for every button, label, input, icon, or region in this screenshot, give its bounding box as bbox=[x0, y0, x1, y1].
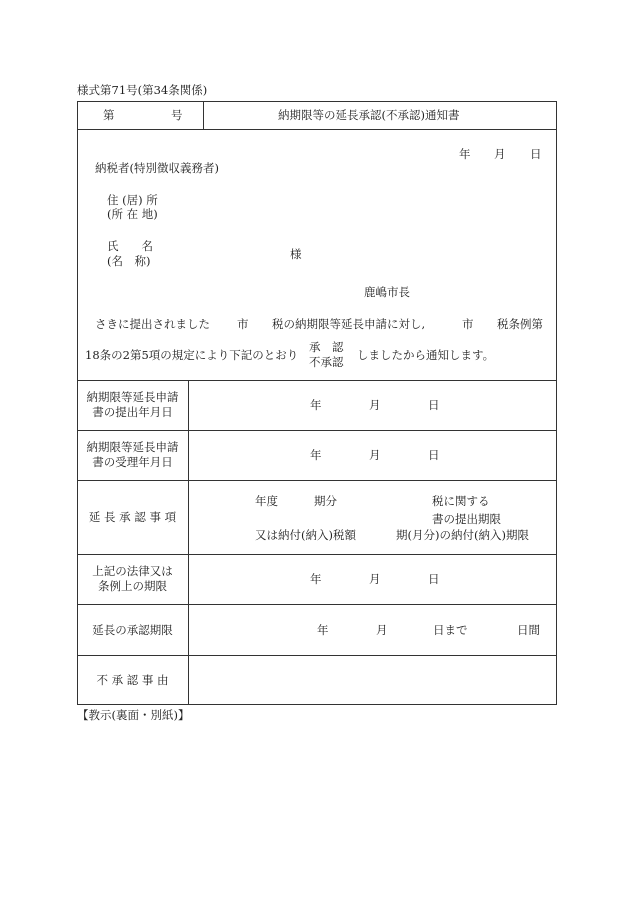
row-label: 納期限等延長申請 bbox=[86, 390, 179, 404]
instruction-note: 【教示(裏面・別紙)】 bbox=[77, 708, 190, 722]
divider bbox=[77, 129, 557, 130]
year-unit: 年 bbox=[310, 398, 322, 412]
number-prefix: 第 bbox=[103, 108, 115, 122]
approve-option: 承 認 bbox=[309, 340, 344, 354]
name-label-sub: (名 称) bbox=[107, 254, 151, 268]
issuer: 鹿嶋市長 bbox=[364, 285, 410, 299]
body-text: 税条例第 bbox=[497, 317, 543, 331]
row-label: 納期限等延長申請 bbox=[86, 440, 179, 454]
number-suffix: 号 bbox=[171, 108, 183, 122]
form-number-label: 様式第71号(第34条関係) bbox=[77, 83, 208, 97]
taxpayer-label: 納税者(特別徴収義務者) bbox=[95, 161, 219, 175]
year-unit: 年 bbox=[317, 623, 329, 637]
divider bbox=[77, 554, 557, 555]
day-unit: 日 bbox=[428, 398, 440, 412]
name-label: 氏 名 bbox=[107, 239, 153, 253]
month-unit: 月 bbox=[369, 448, 381, 462]
document-title: 納期限等の延長承認(不承認)通知書 bbox=[278, 108, 460, 122]
divider bbox=[77, 604, 557, 605]
row-label: 延 長 承 認 事 項 bbox=[88, 510, 177, 524]
month-unit: 月 bbox=[376, 623, 388, 637]
payment-deadline: 期(月分)の納付(納入)期限 bbox=[396, 528, 529, 542]
date-year: 年 bbox=[459, 147, 471, 161]
body-text: 市 bbox=[462, 317, 474, 331]
body-text: 税の納期限等延長申請に対し, bbox=[272, 317, 426, 331]
address-label-sub: (所 在 地) bbox=[107, 207, 158, 221]
row-label: 条例上の期限 bbox=[98, 579, 167, 593]
until-label: 日まで bbox=[433, 623, 468, 637]
fiscal-year-unit: 年度 bbox=[255, 494, 278, 508]
body-text: さきに提出されました bbox=[95, 317, 210, 331]
honorific: 様 bbox=[290, 247, 302, 261]
disapprove-option: 不承認 bbox=[309, 355, 344, 369]
body-text: 18条の2第5項の規定により下記のとおり bbox=[85, 348, 299, 362]
submission-deadline: 書の提出期限 bbox=[432, 512, 501, 526]
row-label: 不 承 認 事 由 bbox=[96, 673, 169, 687]
divider bbox=[77, 380, 557, 381]
body-text: 市 bbox=[237, 317, 249, 331]
divider bbox=[77, 430, 557, 431]
divider bbox=[203, 101, 204, 129]
row-label: 延長の承認期限 bbox=[92, 623, 173, 637]
date-day: 日 bbox=[530, 147, 542, 161]
month-unit: 月 bbox=[369, 398, 381, 412]
address-label: 住 (居) 所 bbox=[107, 193, 158, 207]
days-label: 日間 bbox=[517, 623, 540, 637]
divider bbox=[77, 480, 557, 481]
divider bbox=[77, 655, 557, 656]
tax-amount: 又は納付(納入)税額 bbox=[255, 528, 356, 542]
row-label: 上記の法律又は bbox=[92, 564, 173, 578]
year-unit: 年 bbox=[310, 572, 322, 586]
period-unit: 期分 bbox=[314, 494, 337, 508]
row-label: 書の受理年月日 bbox=[92, 455, 173, 469]
body-text: しましたから通知します。 bbox=[357, 348, 495, 362]
day-unit: 日 bbox=[428, 448, 440, 462]
date-month: 月 bbox=[494, 147, 506, 161]
row-label: 書の提出年月日 bbox=[92, 405, 173, 419]
tax-related: 税に関する bbox=[432, 494, 490, 508]
year-unit: 年 bbox=[310, 448, 322, 462]
day-unit: 日 bbox=[428, 572, 440, 586]
month-unit: 月 bbox=[369, 572, 381, 586]
divider bbox=[188, 380, 189, 705]
